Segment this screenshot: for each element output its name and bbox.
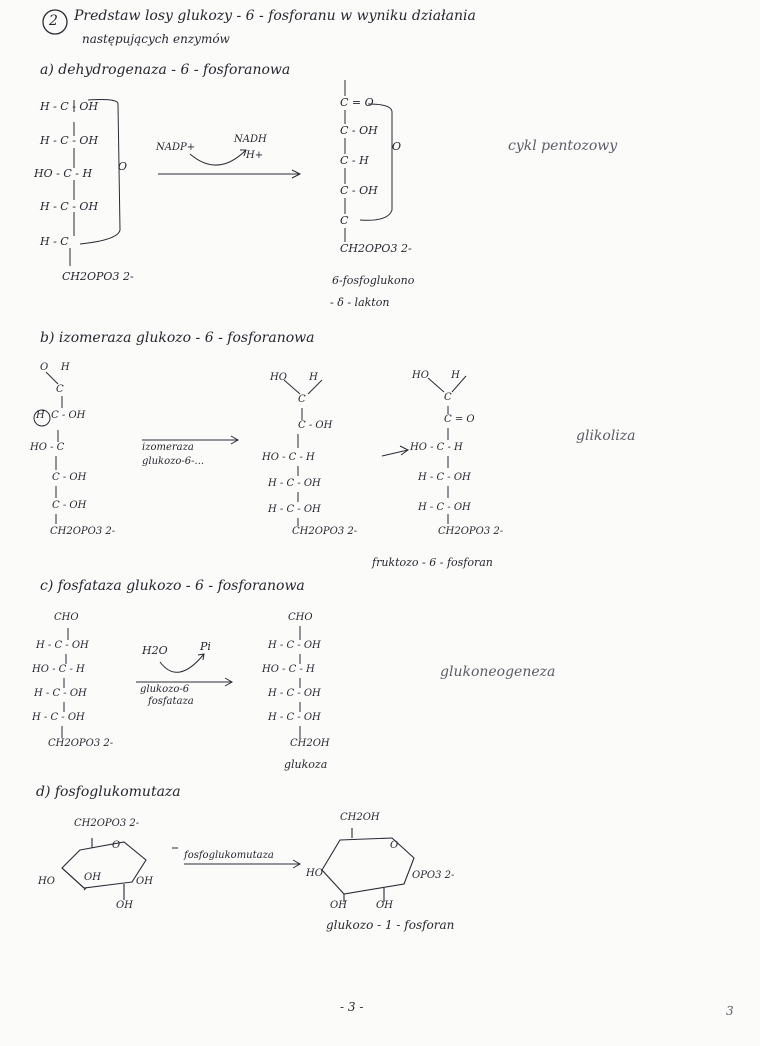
header-line-2: następujących enzymów <box>82 32 230 46</box>
question-number: 2 <box>49 13 58 29</box>
c-right-row-4: H - C - OH <box>268 712 321 723</box>
c-enzyme-1: glukozo-6 <box>140 684 190 695</box>
c-left-bottom: CH2OPO3 2- <box>48 738 114 749</box>
c-water: H2O <box>142 644 168 657</box>
a-product-name-2: - δ - lakton <box>330 296 390 309</box>
d-left-top: CH2OPO3 2- <box>74 818 140 829</box>
c-left-row-3: H - C - OH <box>34 688 87 699</box>
b-pathway: glikoliza <box>576 428 636 444</box>
c-right-top: CHO <box>288 612 313 623</box>
b-product-name: fruktozo - 6 - fosforan <box>372 556 493 569</box>
section-d-left-ring <box>62 838 146 900</box>
d-right-top: CH2OH <box>340 812 380 823</box>
c-left-row-4: H - C - OH <box>32 712 85 723</box>
section-d-right-ring <box>322 828 414 902</box>
section-d-title: d) fosfoglukomutaza <box>36 784 181 800</box>
c-right-bottom: CH2OH <box>290 738 330 749</box>
section-c-arrow <box>136 654 232 686</box>
c-pathway: glukoneogeneza <box>440 664 556 680</box>
d-enzyme: fosfoglukomutaza <box>184 850 274 861</box>
b-enzyme-1: izomeraza <box>142 442 194 453</box>
a-pathway: cykl pentozowy <box>508 138 618 154</box>
a-left-row-2: H - C - OH <box>40 134 99 147</box>
a-right-row-1: C = O <box>340 96 374 109</box>
a-product-oxygen: O <box>392 140 402 153</box>
page-number: - 3 - <box>340 1000 364 1014</box>
section-c-title: c) fosfataza glukozo - 6 - fosforanowa <box>40 578 305 594</box>
c-pi: Pi <box>200 640 211 653</box>
a-cofactor-nadh: NADH <box>234 134 267 145</box>
a-left-row-5: H - C <box>40 235 69 248</box>
a-left-bottom: CH2OPO3 2- <box>62 270 134 283</box>
c-enzyme-2: fosfataza <box>148 696 194 707</box>
c-product-name: glukoza <box>284 758 328 771</box>
a-left-row-4: H - C - OH <box>40 200 99 213</box>
c-right-row-3: H - C - OH <box>268 688 321 699</box>
d-right-sub: OPO3 2- <box>412 870 455 881</box>
a-right-bottom: CH2OPO3 2- <box>340 242 412 255</box>
c-left-top: CHO <box>54 612 79 623</box>
a-ring-oxygen: O <box>118 160 128 173</box>
section-b-title: b) izomeraza glukozo - 6 - fosforanowa <box>40 330 315 346</box>
a-product-name-1: 6-fosfoglukono <box>332 274 415 287</box>
corner-number: 3 <box>726 1004 734 1018</box>
scanned-page: 2 Predstaw losy glukozy - 6 - fosforanu w wyniku działania następujących enzymów a) dehydrogenaza - 6 - fosforanowa H - C - OH H - C - OH HO - C - H H - C - OH H - C CH2OPO3 2- O NADP+ NADH H+ C = O C - OH C - H C - OH C CH2OPO3 2- O 6-fosfoglukono - δ - lakton cykl pentozowy b) izomeraza glukozo - 6 - fosforanowa O H C H C - OH HO - C C - OH C - OH CH2OPO3 2- izomeraza glukozo-6-... HO H C C - OH HO - C - H H - C - OH H - C - OH CH2OPO3 2- HO H C C = O HO - C - H H - C - OH H - C - OH CH2OPO3 2- glikoliza fruktozo - 6 - fosforan c) fosfataza glukozo - 6 - fosforanowa CHO H - C - OH HO - C - H H - C - OH H - C - OH CH2OPO3 2- H2O Pi glukozo-6 fosfataza CHO H - C - OH HO - C - H H - C - OH H - C - OH CH2OH glukoza glukoneogeneza d) fosfoglukomutaza CH2OPO3 2- O HO OH OH OH fosfoglukomutaza CH2OH O HO OPO3 2- OH OH glukozo - 1 - fosforan - 3 - 3 <box>0 0 760 1046</box>
a-cofactor-nadp: NADP+ <box>156 142 196 153</box>
a-right-row-3: C - H <box>340 154 369 167</box>
b-enzyme-2: glukozo-6-... <box>142 456 205 467</box>
c-left-row-2: HO - C - H <box>32 664 85 675</box>
a-left-row-1: H - C - OH <box>40 100 99 113</box>
a-left-row-3: HO - C - H <box>34 167 93 180</box>
c-right-row-1: H - C - OH <box>268 640 321 651</box>
section-a-left-structure <box>70 100 120 267</box>
header-line-1: Predstaw losy glukozy - 6 - fosforanu w wyniku działania <box>74 8 476 24</box>
a-right-row-2: C - OH <box>340 124 378 137</box>
c-right-row-2: HO - C - H <box>262 664 315 675</box>
a-right-row-4: C - OH <box>340 184 378 197</box>
a-right-row-5: C <box>340 214 349 227</box>
a-cofactor-h: H+ <box>246 150 264 161</box>
c-left-row-1: H - C - OH <box>36 640 89 651</box>
section-a-arrow <box>158 150 300 178</box>
d-product-name: glukozo - 1 - fosforan <box>326 918 455 932</box>
section-a-title: a) dehydrogenaza - 6 - fosforanowa <box>40 62 291 78</box>
